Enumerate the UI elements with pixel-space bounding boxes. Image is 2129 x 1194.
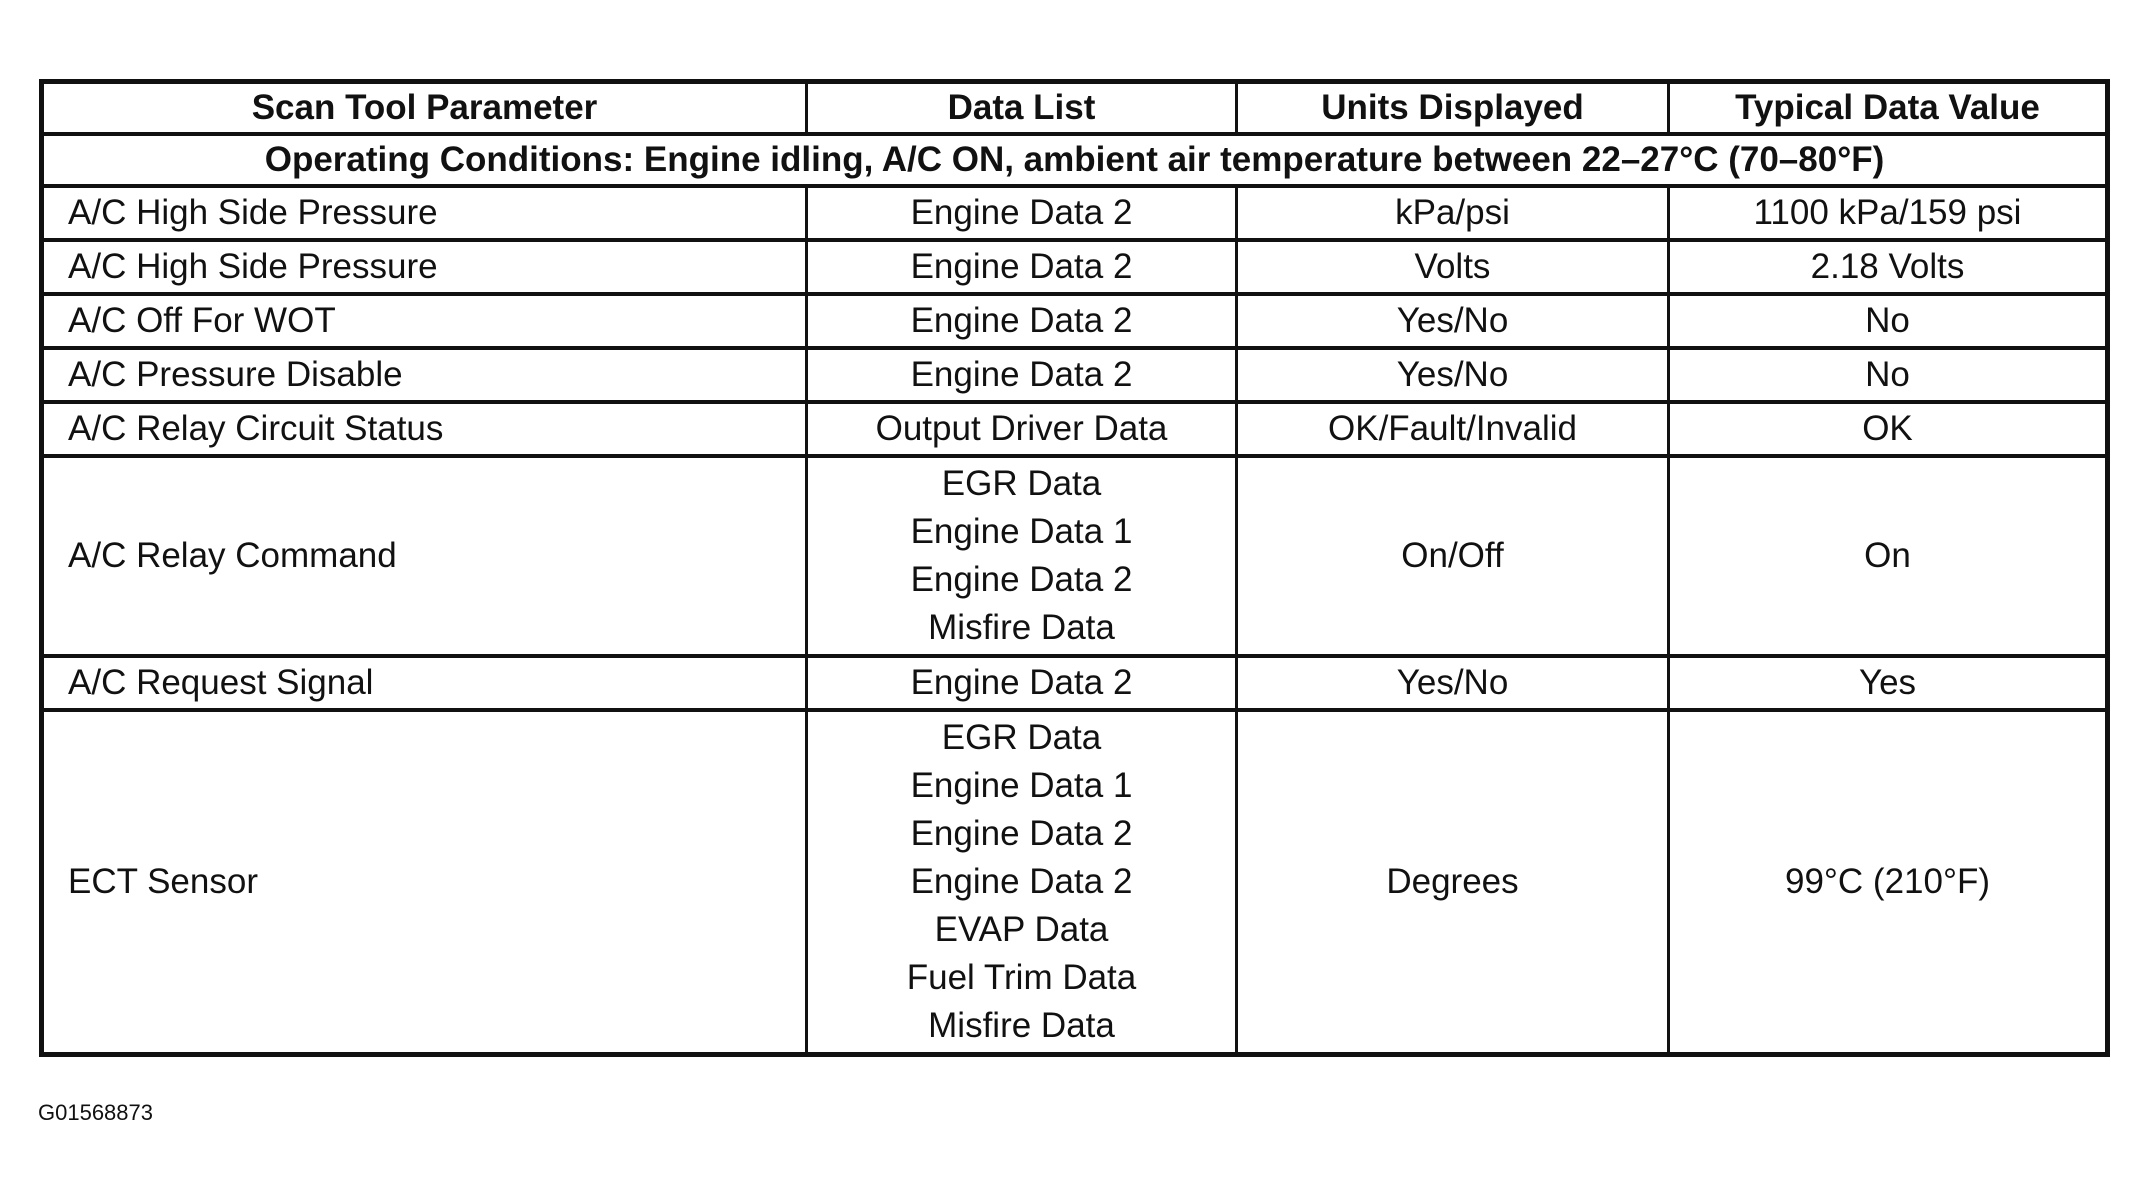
data-list-item: Engine Data 2 <box>910 814 1133 853</box>
data-list-item: Engine Data 2 <box>910 662 1133 702</box>
data-list-cell <box>807 656 1237 710</box>
typical-value-cell: 2.18 Volts <box>1669 240 2108 294</box>
units-cell: OK/Fault/Invalid <box>1237 402 1669 456</box>
data-list-item: EVAP Data <box>934 910 1109 949</box>
table-row <box>42 240 2108 294</box>
header-typical-data-value: Typical Data Value <box>1669 82 2108 135</box>
data-list-item: Engine Data 2 <box>910 192 1133 232</box>
table-row <box>42 186 2108 240</box>
figure-id: G01568873 <box>38 1100 153 1125</box>
data-list-item: Misfire Data <box>928 1006 1115 1045</box>
data-list-item: Engine Data 2 <box>910 300 1133 340</box>
parameter-cell: A/C High Side Pressure <box>42 240 807 294</box>
parameter-cell: A/C High Side Pressure <box>42 186 807 240</box>
typical-value-cell: OK <box>1669 402 2108 456</box>
typical-value-cell: No <box>1669 294 2108 348</box>
data-list-cell <box>807 348 1237 402</box>
units-cell: Volts <box>1237 240 1669 294</box>
parameter-cell: ECT Sensor <box>42 710 807 1055</box>
data-list-cell <box>807 186 1237 240</box>
units-cell: Degrees <box>1237 710 1669 1055</box>
table-row <box>42 656 2108 710</box>
table-row <box>42 710 2108 1055</box>
table-row <box>42 348 2108 402</box>
parameter-cell: A/C Pressure Disable <box>42 348 807 402</box>
table-body <box>42 134 2108 1055</box>
typical-value-cell: 1100 kPa/159 psi <box>1669 186 2108 240</box>
units-cell: Yes/No <box>1237 656 1669 710</box>
data-list-item: Misfire Data <box>928 608 1115 647</box>
data-list-item: Engine Data 1 <box>910 512 1133 551</box>
data-list-item: EGR Data <box>941 718 1102 757</box>
scan-tool-data-table <box>39 79 2110 1057</box>
data-list-item: Engine Data 2 <box>910 354 1133 394</box>
data-list-cell <box>807 710 1237 1055</box>
typical-value-cell: Yes <box>1669 656 2108 710</box>
data-list-item: Engine Data 1 <box>910 766 1133 805</box>
units-cell: Yes/No <box>1237 348 1669 402</box>
header-scan-tool-parameter: Scan Tool Parameter <box>42 82 807 135</box>
data-list-cell <box>807 240 1237 294</box>
data-list-item: Engine Data 2 <box>910 560 1133 599</box>
operating-conditions-row <box>42 134 2108 186</box>
units-cell: On/Off <box>1237 456 1669 656</box>
data-list-item: Engine Data 2 <box>910 862 1133 901</box>
parameter-cell: A/C Request Signal <box>42 656 807 710</box>
parameter-cell: A/C Relay Circuit Status <box>42 402 807 456</box>
data-list-cell <box>807 294 1237 348</box>
header-row <box>42 82 2108 135</box>
operating-conditions: Operating Conditions: Engine idling, A/C ON, ambient air temperature between 22–27°C (70–80°F) <box>42 134 2108 186</box>
header-data-list: Data List <box>807 82 1237 135</box>
data-list-item: Fuel Trim Data <box>906 958 1137 997</box>
table-row <box>42 294 2108 348</box>
typical-value-cell: On <box>1669 456 2108 656</box>
units-cell: kPa/psi <box>1237 186 1669 240</box>
data-list-item: Output Driver Data <box>875 408 1168 448</box>
units-cell: Yes/No <box>1237 294 1669 348</box>
data-list-item: Engine Data 2 <box>910 246 1133 286</box>
header-units-displayed: Units Displayed <box>1237 82 1669 135</box>
data-list-item: EGR Data <box>941 464 1102 503</box>
table-row <box>42 402 2108 456</box>
parameter-cell: A/C Relay Command <box>42 456 807 656</box>
data-list-cell <box>807 456 1237 656</box>
typical-value-cell: 99°C (210°F) <box>1669 710 2108 1055</box>
typical-value-cell: No <box>1669 348 2108 402</box>
data-list-cell <box>807 402 1237 456</box>
parameter-cell: A/C Off For WOT <box>42 294 807 348</box>
table-row <box>42 456 2108 656</box>
